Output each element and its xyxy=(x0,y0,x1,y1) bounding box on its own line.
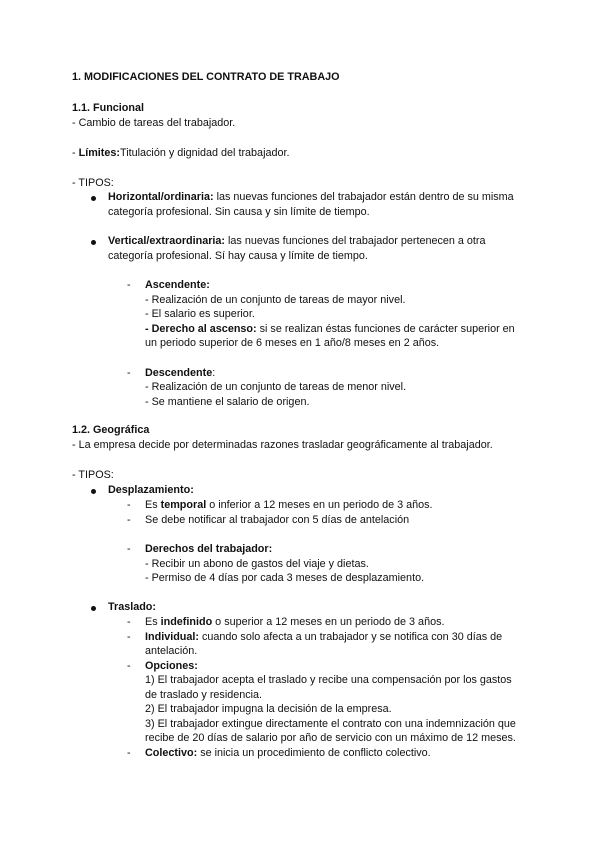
options-label: Opciones: xyxy=(145,660,198,672)
limits-prefix: - xyxy=(72,147,79,159)
rights-r2: - Permiso de 4 días por cada 3 meses de desplazamiento. xyxy=(145,572,425,584)
option-3a: 3) El trabajador extingue directamente el contrato con una indemnización que xyxy=(145,718,516,730)
colectivo-text: se inicia un procedimiento de conflicto colectivo. xyxy=(197,747,431,759)
rights-label: Derechos del trabajador: xyxy=(145,543,273,555)
individual-label: Individual: xyxy=(145,631,199,643)
document-title: 1. MODIFICACIONES DEL CONTRATO DE TRABAJO xyxy=(72,71,340,83)
desplazamiento-label: Desplazamiento: xyxy=(108,484,194,496)
vertical-label: Vertical/extraordinaria: xyxy=(108,235,226,247)
ascendente-l3 xyxy=(145,322,515,337)
dash-marker: - xyxy=(127,543,131,555)
section-heading-geographic: 1.2. Geográfica xyxy=(72,424,150,436)
ascenso-text: si se realizan éstas funciones de carácter superior en xyxy=(256,323,515,335)
descendente-l2: - Se mantiene el salario de origen. xyxy=(145,396,310,408)
descendente-colon: : xyxy=(212,367,216,379)
option-3b: recibe de 20 días de salario por año de servicio con un máximo de 12 meses. xyxy=(145,732,516,744)
individual-text: cuando solo afecta a un trabajador y se notifica con 30 días de xyxy=(199,631,503,643)
text-part: Es xyxy=(145,616,161,628)
dash-marker: - xyxy=(127,514,131,526)
descendente-label: Descendente xyxy=(145,367,213,379)
text-part: o superior a 12 meses en un periodo de 3 años. xyxy=(212,616,445,628)
text-part: o inferior a 12 meses en un periodo de 3 años. xyxy=(206,499,433,511)
text-part: Es xyxy=(145,499,161,511)
individual-line1 xyxy=(145,630,502,645)
bullet-icon xyxy=(91,240,96,245)
bullet-icon xyxy=(91,489,96,494)
traslado-item1 xyxy=(145,615,444,630)
horizontal-text: las nuevas funciones del trabajador están dentro de su misma xyxy=(213,191,514,203)
bullet-icon xyxy=(91,606,96,611)
vertical-line1 xyxy=(108,234,486,249)
ascendente-label: Ascendente: xyxy=(145,279,210,291)
traslado-label: Traslado: xyxy=(108,601,157,613)
horizontal-label: Horizontal/ordinaria: xyxy=(108,191,214,203)
horizontal-line2: categoría profesional. Sin causa y sin límite de tiempo. xyxy=(108,206,370,218)
temporal-term: temporal xyxy=(160,499,207,511)
ascendente-l2: - El salario es superior. xyxy=(145,308,255,320)
section-heading-functional: 1.1. Funcional xyxy=(72,102,144,114)
vertical-text: las nuevas funciones del trabajador pertenecen a otra xyxy=(225,235,486,247)
option-2: 2) El trabajador impugna la decisión de la empresa. xyxy=(145,703,392,715)
geographic-intro: - La empresa decide por determinadas razones trasladar geográficamente al trabajador. xyxy=(72,439,493,451)
colectivo-label: Colectivo: xyxy=(145,747,198,759)
limits-label: Límites: xyxy=(78,147,121,159)
dash-marker: - xyxy=(127,631,131,643)
horizontal-line1 xyxy=(108,190,514,205)
limits-text: Titulación y dignidad del trabajador. xyxy=(120,147,290,159)
descendente-l1: - Realización de un conjunto de tareas de menor nivel. xyxy=(145,381,407,393)
desplazamiento-item1 xyxy=(145,498,433,513)
dash-marker: - xyxy=(127,616,131,628)
colectivo-line xyxy=(145,746,431,761)
dash-marker: - xyxy=(127,367,131,379)
option-1a: 1) El trabajador acepta el traslado y recibe una compensación por los gastos xyxy=(145,674,512,686)
dash-marker: - xyxy=(127,499,131,511)
descendente-heading xyxy=(145,366,215,381)
geographic-types-label: - TIPOS: xyxy=(72,469,114,481)
functional-intro: - Cambio de tareas del trabajador. xyxy=(72,117,236,129)
indefinido-term: indefinido xyxy=(160,616,213,628)
option-1b: de traslado y residencia. xyxy=(145,689,263,701)
vertical-line2: categoría profesional. Sí hay causa y límite de tiempo. xyxy=(108,250,368,262)
functional-types-label: - TIPOS: xyxy=(72,177,114,189)
dash-marker: - xyxy=(127,747,131,759)
dash-marker: - xyxy=(127,279,131,291)
ascenso-label: - Derecho al ascenso: xyxy=(145,323,257,335)
bullet-icon xyxy=(91,196,96,201)
rights-r1: - Recibir un abono de gastos del viaje y dietas. xyxy=(145,558,369,570)
desplazamiento-item2: Se debe notificar al trabajador con 5 días de antelación xyxy=(145,514,410,526)
individual-line2: antelación. xyxy=(145,645,198,657)
ascendente-l1: - Realización de un conjunto de tareas de mayor nivel. xyxy=(145,294,406,306)
ascendente-l4: un periodo superior de 6 meses en 1 año/8 meses en 2 años. xyxy=(145,337,440,349)
functional-limits xyxy=(72,146,289,161)
dash-marker: - xyxy=(127,660,131,672)
